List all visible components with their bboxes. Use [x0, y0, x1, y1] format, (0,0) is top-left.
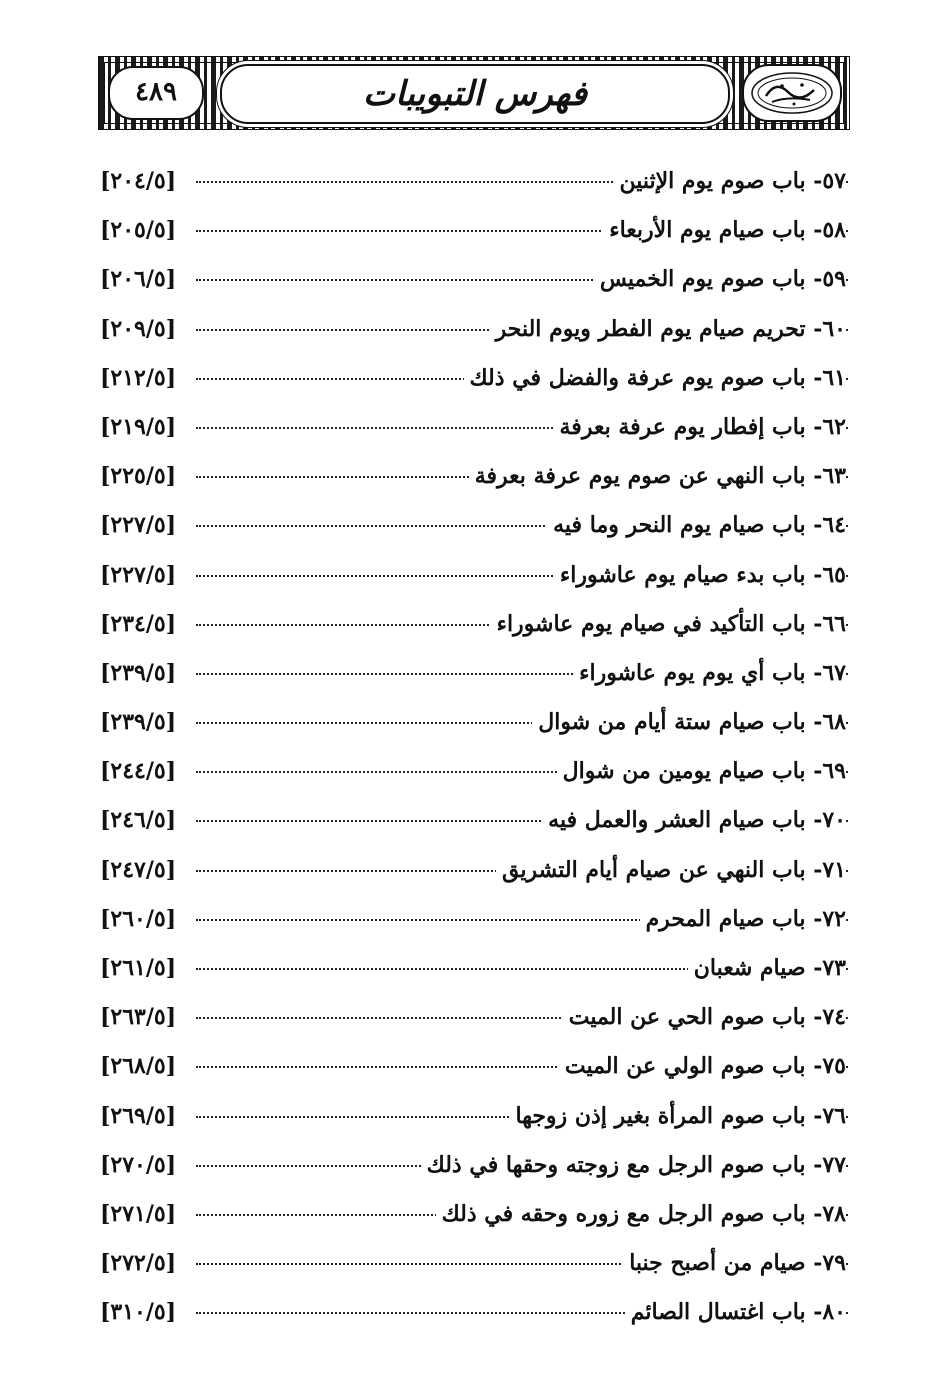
- toc-entry-title: ٧٢- باب صيام المحرم: [640, 906, 846, 932]
- toc-entry: [100, 508, 848, 557]
- toc-entry-title: ٦٦- باب التأكيد في صيام يوم عاشوراء: [491, 611, 846, 637]
- toc-entry-title: ٦٨- باب صيام ستة أيام من شوال: [532, 709, 846, 735]
- page-number-cartouche: [108, 66, 204, 120]
- toc-entry-reference: [٢١٢/٥]: [100, 365, 180, 391]
- toc-list: [100, 164, 848, 1345]
- toc-entry-title: ٦٢- باب إفطار يوم عرفة بعرفة: [554, 414, 846, 440]
- toc-entry: [100, 1099, 848, 1148]
- toc-entry-reference: [٢٦٨/٥]: [100, 1053, 180, 1079]
- toc-entry-reference: [٢٢٥/٥]: [100, 463, 180, 489]
- toc-entry-reference: [٢٢٧/٥]: [100, 562, 180, 588]
- toc-entry-reference: [٢٣٩/٥]: [100, 660, 180, 686]
- toc-entry-reference: [٢٦٩/٥]: [100, 1103, 180, 1129]
- toc-entry: [100, 213, 848, 262]
- toc-entry-title: ٦٤- باب صيام يوم النحر وما فيه: [547, 512, 846, 538]
- toc-entry-reference: [٢٦٣/٥]: [100, 1004, 180, 1030]
- toc-entry-title: ٦٩- باب صيام يومين من شوال: [557, 758, 846, 784]
- toc-entry-title: ٧٧- باب صوم الرجل مع زوجته وحقها في ذلك: [421, 1152, 846, 1178]
- toc-entry-title: ٥٨- باب صيام يوم الأربعاء: [603, 217, 846, 243]
- toc-entry: [100, 607, 848, 656]
- toc-entry-reference: [٢٣٤/٥]: [100, 611, 180, 637]
- toc-entry: [100, 754, 848, 803]
- toc-entry: [100, 262, 848, 311]
- toc-entry: [100, 1197, 848, 1246]
- toc-entry-reference: [٢٠٩/٥]: [100, 316, 180, 342]
- toc-entry-reference: [٢٠٤/٥]: [100, 168, 180, 194]
- toc-entry-reference: [٢٧٢/٥]: [100, 1250, 180, 1276]
- toc-entry: [100, 410, 848, 459]
- toc-entry-reference: [٢٣٩/٥]: [100, 709, 180, 735]
- toc-entry: [100, 1049, 848, 1098]
- page-number: ٤٨٩: [135, 77, 177, 107]
- toc-entry-reference: [٢٤٧/٥]: [100, 857, 180, 883]
- toc-entry-reference: [٢٦١/٥]: [100, 955, 180, 981]
- toc-entry-title: ٧٨- باب صوم الرجل مع زوره وحقه في ذلك: [436, 1201, 846, 1227]
- toc-entry: [100, 656, 848, 705]
- toc-entry-reference: [٢٠٦/٥]: [100, 266, 180, 292]
- toc-entry-title: ٧٦- باب صوم المرأة بغير إذن زوجها: [509, 1103, 846, 1129]
- toc-entry-title: ٧٩- صيام من أصبح جنبا: [623, 1250, 846, 1276]
- toc-entry: [100, 1246, 848, 1295]
- toc-entry: [100, 558, 848, 607]
- toc-entry: [100, 164, 848, 213]
- toc-entry-title: ٦٧- باب أي يوم يوم عاشوراء: [573, 660, 846, 686]
- toc-entry-title: ٧٥- باب صوم الولي عن الميت: [559, 1053, 846, 1079]
- toc-entry-title: ٦٥- باب بدء صيام يوم عاشوراء: [554, 562, 846, 588]
- toc-entry: [100, 902, 848, 951]
- toc-entry: [100, 1148, 848, 1197]
- page-title: فهرس التبويبات: [362, 74, 587, 114]
- toc-entry-reference: [٢٧٠/٥]: [100, 1152, 180, 1178]
- toc-entry-title: ٧١- باب النهي عن صيام أيام التشريق: [496, 857, 846, 883]
- toc-entry: [100, 459, 848, 508]
- toc-entry-title: ٨٠- باب اغتسال الصائم: [625, 1299, 846, 1325]
- toc-entry-reference: [٢٠٥/٥]: [100, 217, 180, 243]
- toc-entry-reference: [٣١٠/٥]: [100, 1299, 180, 1325]
- toc-entry-title: ٧٤- باب صوم الحي عن الميت: [563, 1004, 846, 1030]
- book-seal-icon: [742, 64, 842, 122]
- toc-entry-title: ٦٠- تحريم صيام يوم الفطر ويوم النحر: [490, 316, 846, 342]
- toc-entry-reference: [٢٤٦/٥]: [100, 807, 180, 833]
- toc-entry-title: ٦٣- باب النهي عن صوم يوم عرفة بعرفة: [469, 463, 846, 489]
- page-header: [98, 56, 850, 132]
- toc-entry-reference: [٢٧١/٥]: [100, 1201, 180, 1227]
- toc-entry: [100, 1000, 848, 1049]
- toc-entry: [100, 853, 848, 902]
- toc-entry-reference: [٢١٩/٥]: [100, 414, 180, 440]
- toc-entry-title: ٥٩- باب صوم يوم الخميس: [594, 266, 846, 292]
- toc-entry-title: ٧٠- باب صيام العشر والعمل فيه: [542, 807, 846, 833]
- toc-entry: [100, 803, 848, 852]
- toc-entry-title: ٥٧- باب صوم يوم الإثنين: [613, 168, 846, 194]
- toc-entry: [100, 312, 848, 361]
- toc-entry-title: ٧٣- صيام شعبان: [688, 955, 846, 981]
- toc-entry-title: ٦١- باب صوم يوم عرفة والفضل في ذلك: [464, 365, 846, 391]
- toc-entry: [100, 951, 848, 1000]
- toc-entry: [100, 361, 848, 410]
- toc-entry: [100, 705, 848, 754]
- toc-entry-reference: [٢٦٠/٥]: [100, 906, 180, 932]
- toc-entry-reference: [٢٢٧/٥]: [100, 512, 180, 538]
- header-title-cartouche: [220, 64, 730, 124]
- toc-entry-reference: [٢٤٤/٥]: [100, 758, 180, 784]
- toc-entry: [100, 1295, 848, 1344]
